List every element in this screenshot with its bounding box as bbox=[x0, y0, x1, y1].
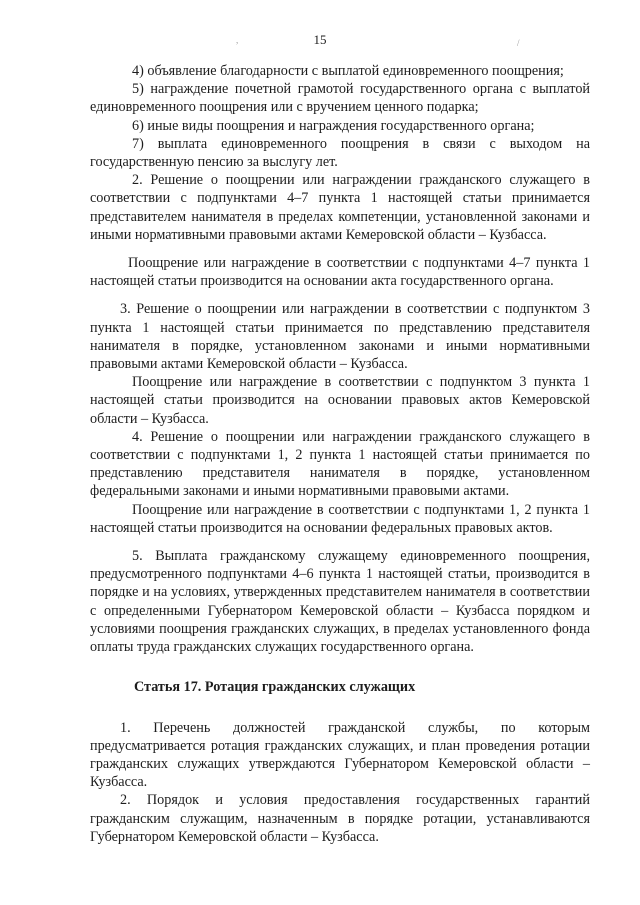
paragraph: Поощрение или награждение в соответствии с подпунктами 4–7 пункта 1 настоящей статьи производится на основании акта государственного органа. bbox=[90, 255, 590, 290]
paragraph: Поощрение или награждение в соответствии с подпунктами 1, 2 пункта 1 настоящей статьи производится на основании федеральных правовых актов. bbox=[90, 501, 590, 536]
scan-speck: , bbox=[236, 35, 239, 45]
paragraph: 4) объявление благодарности с выплатой единовременного поощрения; bbox=[132, 63, 564, 79]
document-body bbox=[90, 62, 590, 846]
paragraph: 4. Решение о поощрении или награждении гражданского служащего в соответствии с подпунктами 1, 2 пункта 1 настоящей статьи принимается по представлению представителя нанимателя в порядке, установленном федеральными законами и иными нормативными правовыми актами. bbox=[90, 428, 590, 500]
article-heading: Статья 17. Ротация гражданских служащих bbox=[134, 679, 416, 696]
paragraph: 3. Решение о поощрении или награждении в соответствии с подпунктом 3 пункта 1 настоящей статьи принимается по представлению представителя нанимателя в порядке, установленном законами и иными нормативными правовыми актами Кемеровской области – Кузбасса. bbox=[90, 301, 590, 373]
paragraph: Поощрение или награждение в соответствии с подпунктом 3 пункта 1 настоящей статьи производится на основании правовых актов Кемеровской области – Кузбасса. bbox=[90, 374, 590, 427]
paragraph: 6) иные виды поощрения и награждения государственного органа; bbox=[132, 117, 535, 134]
paragraph: 5. Выплата гражданскому служащему единовременного поощрения, предусмотренного подпунктами 4–6 пункта 1 настоящей статьи, производится в порядке и на условиях, утвержденных представителем нанимателя в соответствии с определенными Губернатором Кемеровской области – Кузбасса порядком и условиями поощрения гражданских служащих, в пределах установленного фонда оплаты труда гражданских служащих государственного органа. bbox=[90, 548, 590, 656]
scan-speck: / bbox=[517, 38, 520, 48]
paragraph: 1. Перечень должностей гражданской службы, по которым предусматривается ротация гражданских служащих, и план проведения ротации гражданских служащих утверждаются Губернатором Кемеровской области – Кузбасса. bbox=[90, 719, 590, 791]
paragraph: 2. Решение о поощрении или награждении гражданского служащего в соответствии с подпунктами 4–7 пункта 1 настоящей статьи принимается представителем нанимателя в пределах компетенции, установленной законами и иными нормативными правовыми актами Кемеровской области – Кузбасса. bbox=[90, 172, 590, 243]
paragraph: 2. Порядок и условия предоставления государственных гарантий гражданским служащим, назначенным в порядке ротации, устанавливаются Губернатором Кемеровской области – Кузбасса. bbox=[90, 792, 590, 845]
page-number: 15 bbox=[313, 32, 327, 47]
paragraph: 7) выплата единовременного поощрения в связи с выходом на государственную пенсию за выслугу лет. bbox=[90, 135, 590, 171]
paragraph: 5) награждение почетной грамотой государственного органа с выплатой единовременного поощрения или с вручением ценного подарка; bbox=[90, 81, 590, 116]
